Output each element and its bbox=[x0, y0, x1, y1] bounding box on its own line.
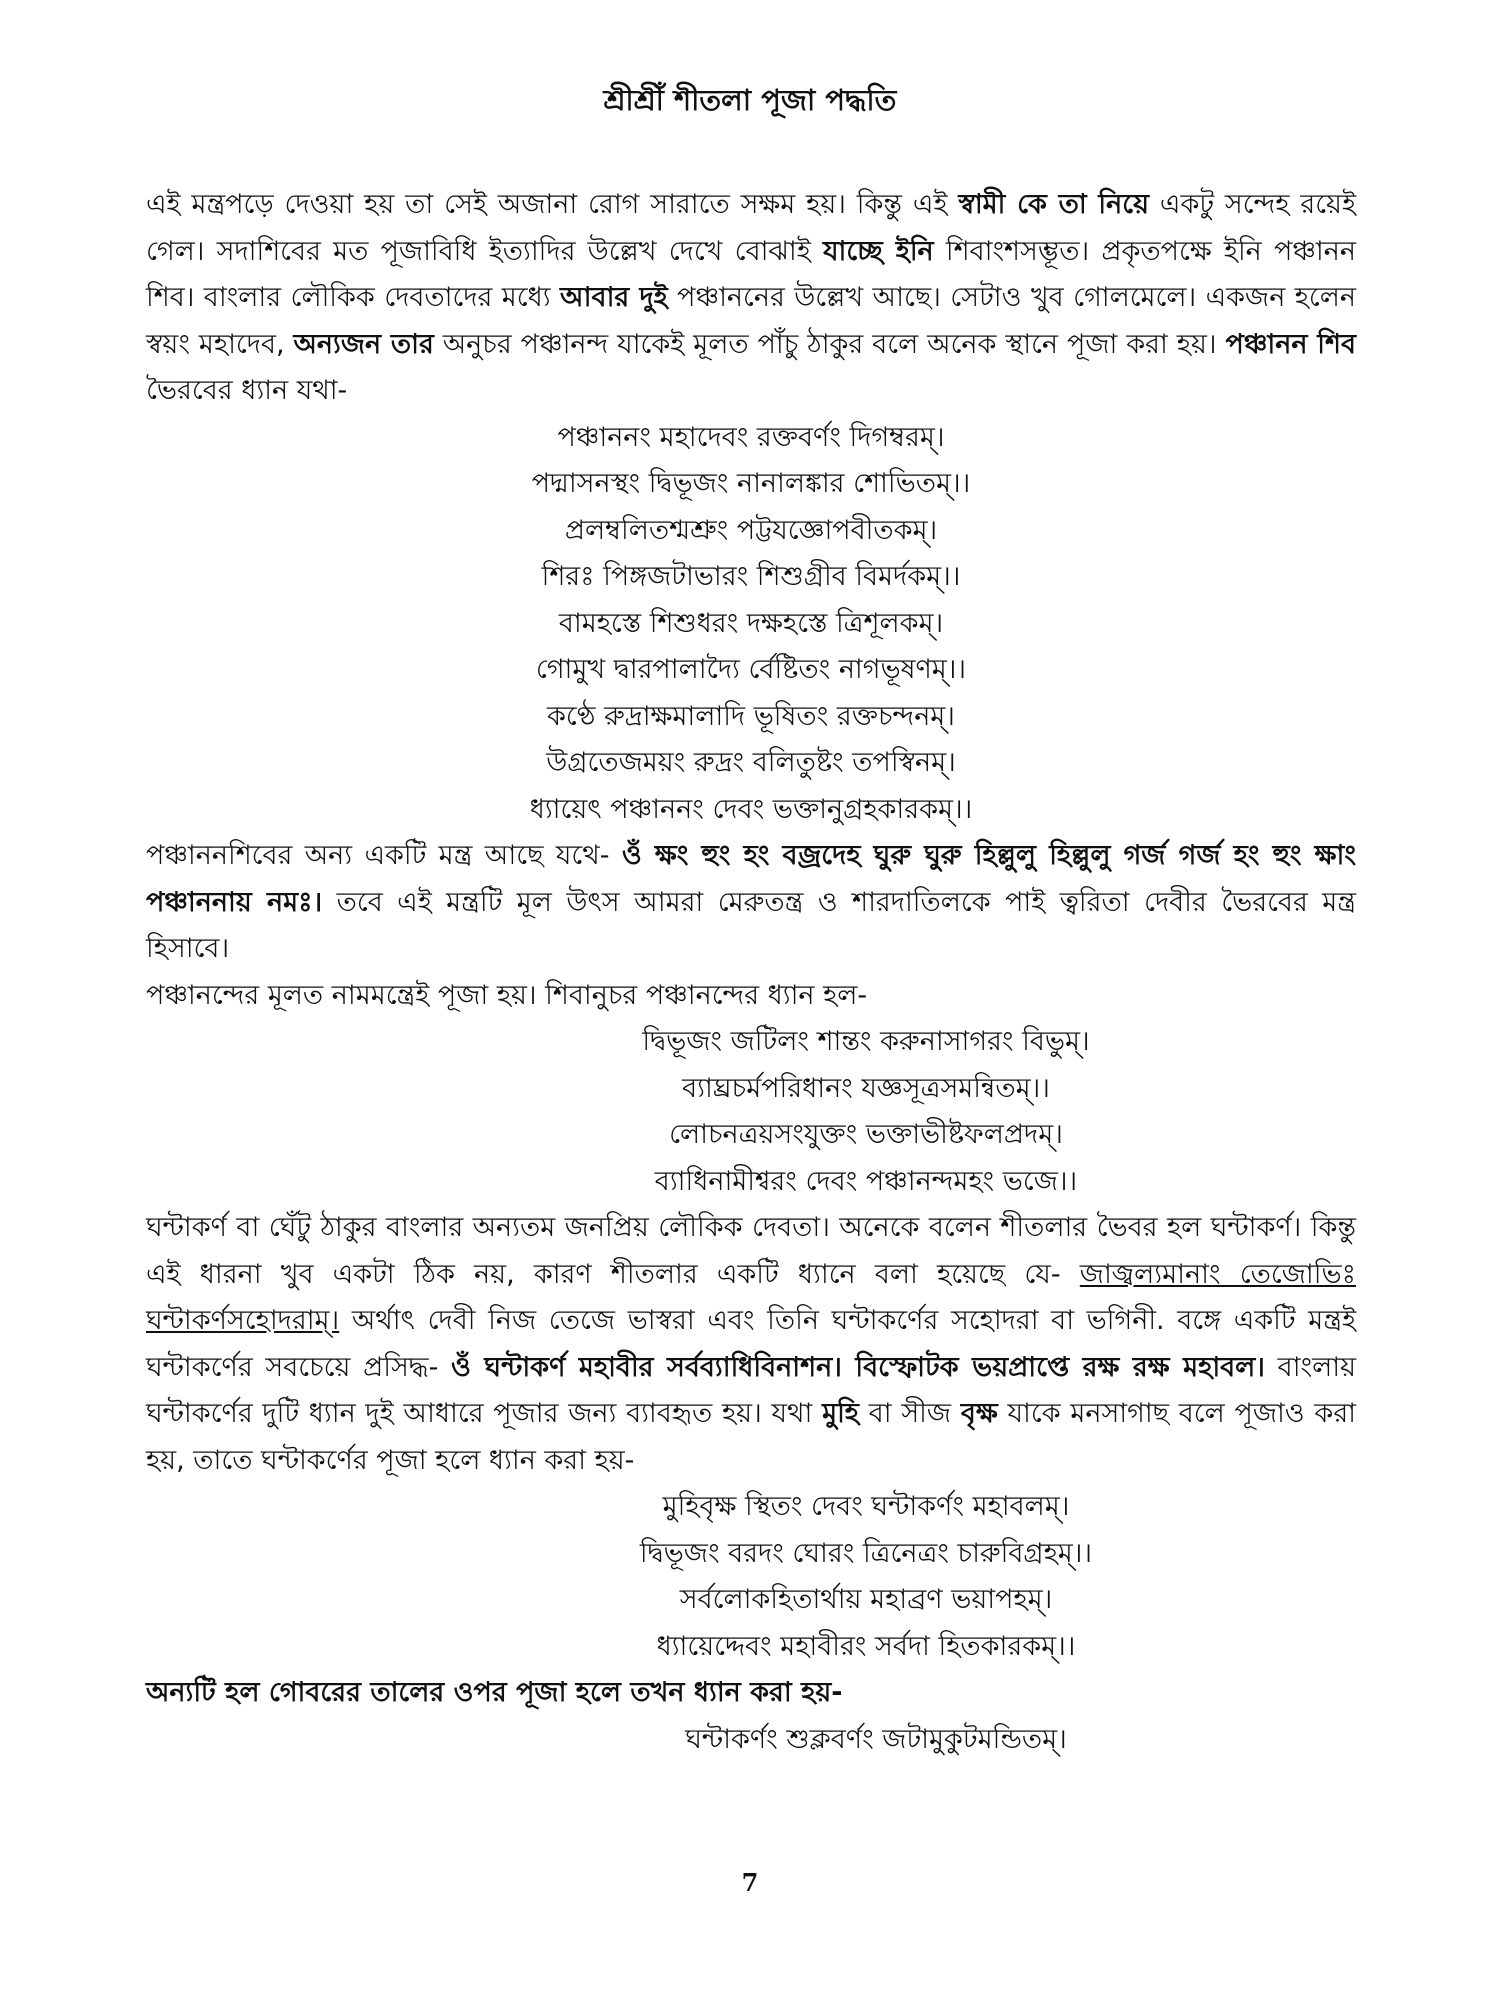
p1-bold-5: পঞ্চানন শিব bbox=[1225, 328, 1356, 360]
verse-line: গোমুখ দ্বারপালাদ্যৈ র্বেষ্টিতং নাগভূষণম্।। bbox=[535, 654, 967, 685]
p1-text-4: পঞ্চাননের উল্লেখ আছে। সেটাও খুব গোলমেলে। একজন হলেন স্বয়ং মহাদেব, bbox=[146, 282, 1356, 360]
verse-line: বামহস্তে শিশুধরং দক্ষহস্তে ত্রিশূলকম্। bbox=[558, 607, 944, 639]
page-header-title: শ্রীশ্রীঁ শীতলা পূজা পদ্ধতি bbox=[603, 83, 897, 117]
verse-line: প্রলম্বলিতশ্মশ্রুং পট্টযজ্ঞোপবীতকম্। bbox=[564, 514, 938, 546]
paragraph-2 bbox=[146, 833, 1356, 973]
paragraph-1 bbox=[146, 182, 1356, 415]
p5-text: অন্যটি হল গোবরের তালের ওপর পূজা হলে তখন ধ্যান করা হয়- bbox=[146, 1677, 843, 1708]
p4-underlined-quote: জাজ্বল্যমানাং তেজোভিঃ ঘন্টাকর্ণসহোদরাম্। bbox=[146, 1258, 1356, 1336]
paragraph-5 bbox=[146, 1670, 1356, 1717]
verse-line: উগ্রতেজময়ং রুদ্রং বলিতুষ্টং তপস্বিনম্। bbox=[546, 747, 956, 778]
verse-line: দ্বিভূজং বরদং ঘোরং ত্রিনেত্রং চারুবিগ্রহম্।। bbox=[639, 1537, 1093, 1569]
verse-line: ধ্যায়েৎ পঞ্চাননং দেবং ভক্তানুগ্রহকারকম্।। bbox=[529, 793, 973, 825]
p2-text-2: তবে এই মন্ত্রটি মূল উৎস আমরা মেরুতন্ত্র ও শারদাতিলকে পাই ত্বরিতা দেবীর ভৈরবের মন্ত্র হিসাবে। bbox=[146, 886, 1356, 964]
verse-ghantakarna-dhyan bbox=[146, 1484, 1356, 1670]
p1-text-1: এই মন্ত্রপড়ে দেওয়া হয় তা সেই অজানা রোগ সারাতে সক্ষম হয়। কিন্তু এই bbox=[146, 189, 959, 220]
p4-text-4: বা সীজ bbox=[859, 1398, 961, 1429]
p2-text-1: পঞ্চাননশিবের অন্য একটি মন্ত্র আছে যথে- bbox=[146, 840, 622, 871]
page-number: 7 bbox=[741, 1868, 759, 1897]
paragraph-3: পঞ্চানন্দের মূলত নামমন্ত্রেই পূজা হয়। শিবানুচর পঞ্চানন্দের ধ্যান হল- bbox=[146, 979, 868, 1011]
verse-line: ব্যাধিনামীশ্বরং দেবং পঞ্চানন্দমহং ভজে।। bbox=[654, 1165, 1078, 1197]
verse-ghantakarna-dhyan-2 bbox=[146, 1717, 1356, 1764]
p2-mantra: ওঁ ক্ষং হুং হং বজ্রদেহ ঘুরু ঘুরু হিল্লুলু হিল্লুলু গর্জ গর্জ হং হুং ক্ষাং পঞ্চাননায় নমঃ। bbox=[146, 840, 1357, 918]
verse-panchanan-dhyan bbox=[146, 415, 1356, 834]
p4-bold-2: বৃক্ষ bbox=[960, 1398, 998, 1429]
p1-text-6: ভৈরবের ধ্যান যথা- bbox=[146, 375, 348, 406]
p1-text-2: একটু সন্দেহ রয়েই গেল। সদাশিবের মত পূজাবিধি ইত্যাদির উল্লেখ দেখে বোঝাই bbox=[146, 189, 1356, 267]
p4-bold-1: মুহি bbox=[822, 1398, 859, 1429]
verse-line: দ্বিভূজং জটিলং শান্তং করুনাসাগরং বিভুম্। bbox=[642, 1026, 1090, 1057]
p4-text-5: যাকে মনসাগাছ বলে পূজাও করা হয়, তাতে ঘন্টাকর্ণের পূজা হলে ধ্যান করা হয়- bbox=[146, 1398, 1357, 1476]
paragraph-4 bbox=[146, 1205, 1356, 1484]
verse-line: পদ্মাসনস্থং দ্বিভূজং নানালঙ্কার শোভিতম্।। bbox=[531, 468, 971, 499]
verse-line: লোচনত্রয়সংযুক্তং ভক্তাভীষ্টফলপ্রদম্। bbox=[669, 1119, 1063, 1150]
p1-text-3: শিবাংশসম্ভূত। প্রকৃতপক্ষে ইনি পঞ্চানন শিব। বাংলার লৌকিক দেবতাদের মধ্যে bbox=[146, 235, 1356, 313]
p1-bold-4: অন্যজন তার bbox=[293, 328, 434, 360]
verse-line: মুহিবৃক্ষ স্থিতং দেবং ঘন্টাকর্ণং মহাবলম্। bbox=[662, 1491, 1070, 1522]
verse-line: ব্যাঘ্রচর্মপরিধানং যজ্ঞসূত্রসমন্বিতম্।। bbox=[682, 1072, 1050, 1104]
verse-line: পঞ্চাননং মহাদেবং রক্তবর্ণং দিগম্বরম্। bbox=[557, 421, 945, 453]
page-body bbox=[146, 182, 1356, 1763]
verse-line: ঘন্টাকর্ণং শুক্লবর্ণং জটামুকুটমন্ডিতম্। bbox=[685, 1723, 1067, 1755]
p1-bold-3: আবার দুই bbox=[560, 282, 668, 313]
p1-text-5: অনুচর পঞ্চানন্দ যাকেই মূলত পাঁচু ঠাকুর বলে অনেক স্থানে পূজা করা হয়। bbox=[433, 328, 1226, 360]
p4-mantra: ওঁ ঘন্টাকর্ণ মহাবীর সর্বব্যাধিবিনাশন। বিস্ফোটক ভয়প্রাপ্তে রক্ষ রক্ষ মহাবল। bbox=[451, 1351, 1265, 1383]
verse-line: শিরঃ পিঙ্গজটাভারং শিশুগ্রীব বিমর্দকম্।। bbox=[541, 561, 961, 592]
p4-text-1: ঘন্টাকর্ণ বা ঘেঁটু ঠাকুর বাংলার অন্যতম জনপ্রিয় লৌকিক দেবতা। অনেকে বলেন শীতলার ভৈবর হল ঘন্টাকর্ণ। কিন্তু এই ধারনা খুব একটা ঠিক নয়, কারণ শীতলার একটি ধ্যানে বলা হয়েছে যে- bbox=[146, 1212, 1356, 1290]
p4-text-2: অর্থাৎ দেবী নিজ তেজে ভাস্বরা এবং তিনি ঘন্টাকর্ণের সহোদরা বা ভগিনী. বঙ্গে একটি মন্ত্রই ঘন্টাকর্ণের সবচেয়ে প্রসিদ্ধ- bbox=[146, 1305, 1356, 1383]
p1-bold-1: স্বামী কে তা নিয়ে bbox=[958, 189, 1150, 220]
p4-text-3: বাংলায় ঘন্টাকর্ণের দুটি ধ্যান দুই আধারে পূজার জন্য ব্যাবহৃত হয়। যথা bbox=[146, 1351, 1356, 1429]
p1-bold-2: যাচ্ছে ইনি bbox=[822, 235, 934, 267]
verse-line: ধ্যায়েদ্দেবং মহাবীরং সর্বদা হিতকারকম্।। bbox=[656, 1630, 1076, 1662]
verse-panchananda-dhyan bbox=[146, 1019, 1356, 1205]
verse-line: সর্বলোকহিতার্থায় মহাব্রণ ভয়াপহম্। bbox=[679, 1584, 1053, 1615]
verse-line: কণ্ঠে রুদ্রাক্ষমালাদি ভূষিতং রক্তচন্দনম্। bbox=[547, 700, 955, 732]
